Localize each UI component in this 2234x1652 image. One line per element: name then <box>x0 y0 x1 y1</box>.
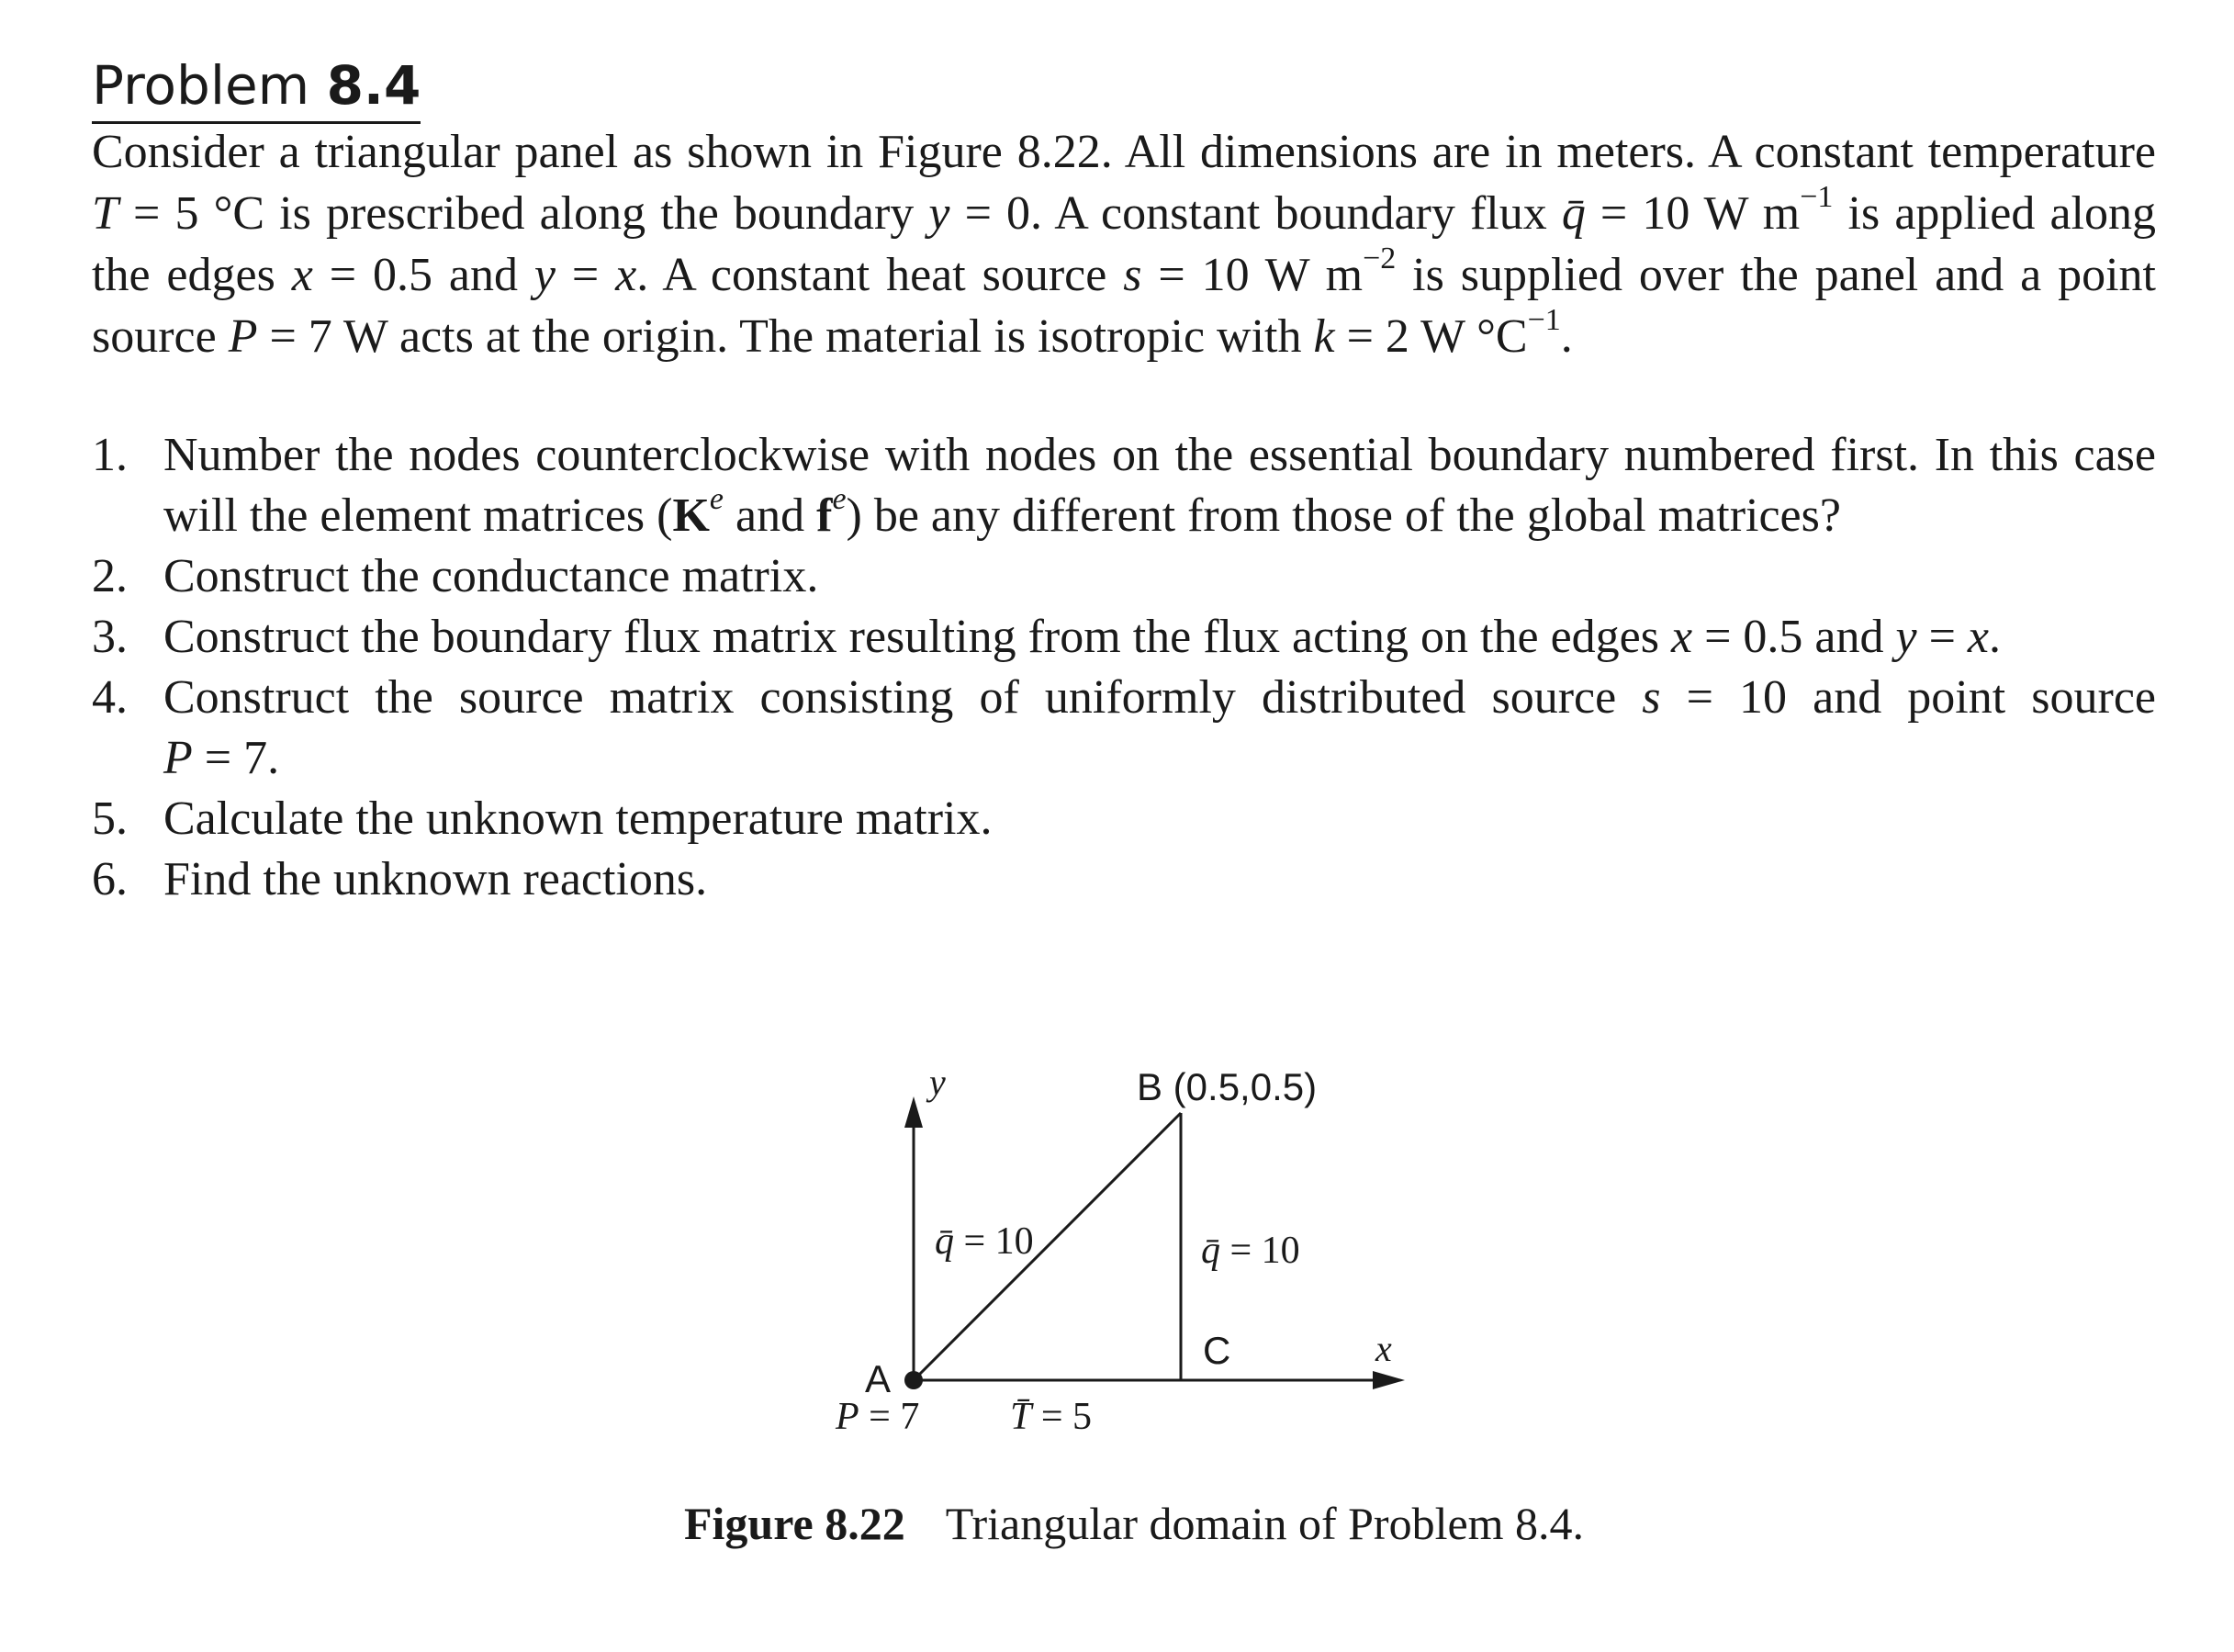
prescribed-temperature-label: T̄ = 5 <box>1010 1396 1093 1438</box>
task-number: 3. <box>92 611 128 663</box>
figure-caption-text: Triangular domain of Problem 8.4. <box>945 1498 1585 1549</box>
figure-caption <box>684 1494 1584 1553</box>
task-text: Construct the boundary flux matrix resulting from the flux acting on the edges x = 0.5 and y = x. <box>163 611 2001 663</box>
task-number: 5. <box>92 792 128 845</box>
task-text: Construct the source matrix consisting of uniformly distributed source s = 10 and point source <box>163 671 2156 724</box>
statement-line-3: the edges x = 0.5 and y = x. A constant heat source s = 10 W $m^{-2}$ is supplied over the panel and a point <box>92 242 2156 301</box>
y-axis-label: y <box>929 1062 946 1103</box>
problem-heading-prefix: Problem <box>92 54 310 117</box>
flux-vertical-label: q̄ = 10 <box>1201 1230 1300 1272</box>
figure-diagram <box>808 1056 1432 1478</box>
triangular-domain-figure <box>808 1056 1432 1478</box>
task-text: P = 7. <box>163 732 280 784</box>
problem-number: 8.4 <box>326 54 421 117</box>
x-axis-label: x <box>1375 1328 1392 1369</box>
node-c-label: C <box>1203 1329 1231 1372</box>
task-item <box>92 607 2156 668</box>
task-list <box>92 425 2156 910</box>
task-text: will the element matrices ($K^e$ and $f^e$) be any different from those of the global matrices? <box>163 482 1841 542</box>
statement-line-2: T = 5 °C is prescribed along the boundary y = 0. A constant boundary flux q̄ = 10 W $m^{-1}$ is applied along <box>92 180 2157 240</box>
y-axis-arrow-icon <box>904 1096 923 1128</box>
statement-line-1: Consider a triangular panel as shown in Figure 8.22. All dimensions are in meters. A constant temperature <box>92 126 2156 178</box>
task-number: 1. <box>92 429 128 481</box>
problem-statement <box>92 121 2156 367</box>
figure-caption-label: Figure 8.22 <box>684 1498 905 1549</box>
node-b-label: B (0.5,0.5) <box>1137 1065 1318 1108</box>
statement-line-4: source P = 7 W acts at the origin. The material is isotropic with k = 2 W $^\circ C^{-1}$. <box>92 303 1573 363</box>
task-number: 4. <box>92 671 128 724</box>
flux-diagonal-label: q̄ = 10 <box>935 1220 1034 1263</box>
point-source-dot <box>904 1371 923 1389</box>
task-text: Number the nodes counterclockwise with nodes on the essential boundary numbered first. In this case <box>163 429 2156 481</box>
task-number: 2. <box>92 550 128 602</box>
x-axis-arrow-icon <box>1373 1371 1405 1389</box>
task-item <box>92 789 2156 849</box>
task-text: Calculate the unknown temperature matrix. <box>163 792 993 845</box>
task-text: Find the unknown reactions. <box>163 853 708 905</box>
problem-heading <box>92 53 421 124</box>
task-number: 6. <box>92 853 128 905</box>
task-item <box>92 668 2156 789</box>
task-item <box>92 849 2156 910</box>
task-item <box>92 546 2156 607</box>
task-text: Construct the conductance matrix. <box>163 550 819 602</box>
node-a-label: A <box>865 1357 892 1400</box>
point-source-label: P = 7 <box>836 1396 920 1438</box>
task-item <box>92 425 2156 546</box>
